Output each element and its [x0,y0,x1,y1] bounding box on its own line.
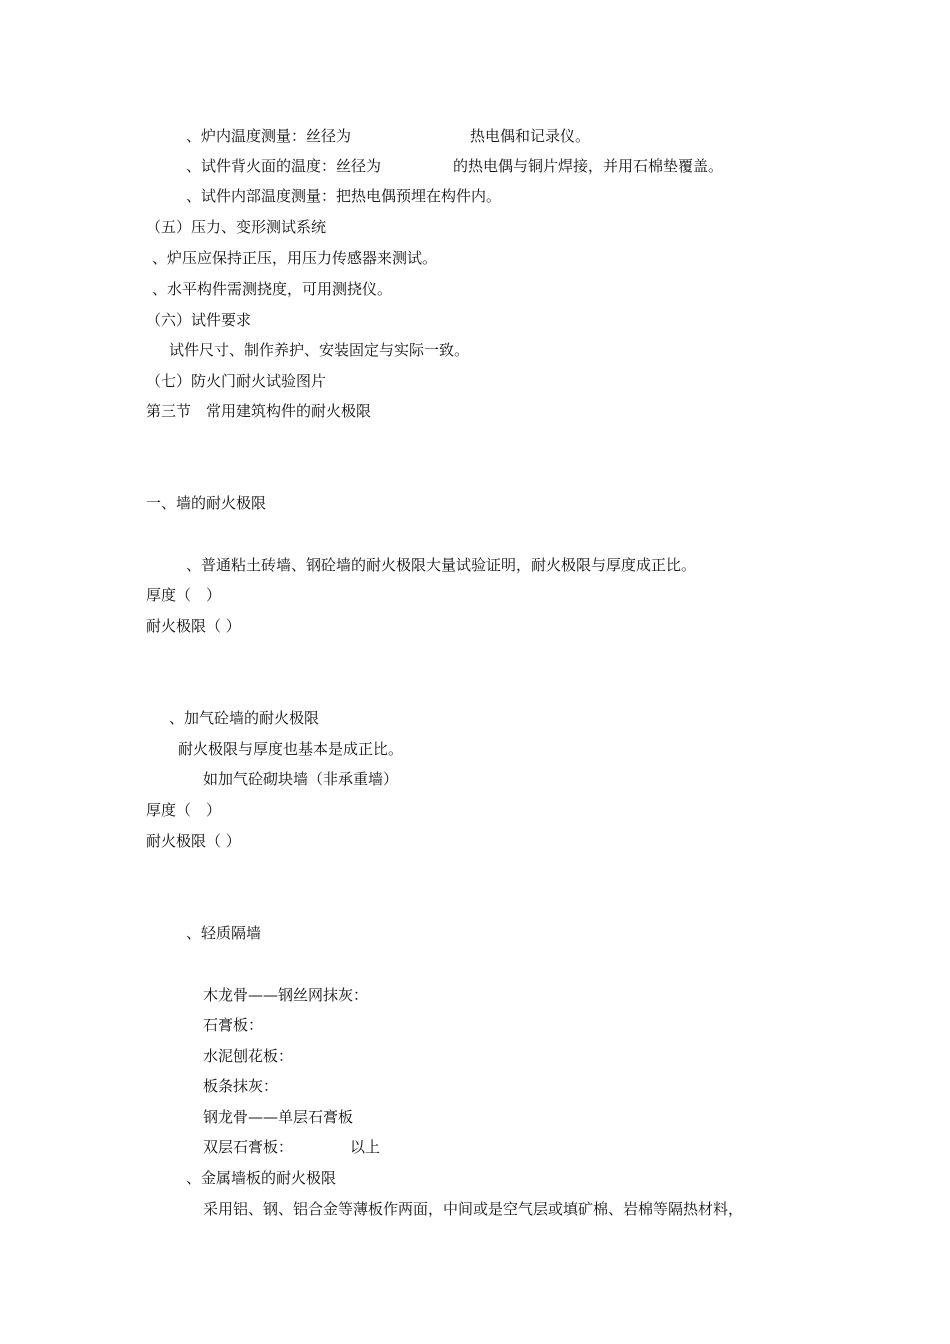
text-line: 热电偶和记录仪。 [470,127,591,145]
text-line: 耐火极限（ ） [146,832,241,850]
text-line: 、炉内温度测量：丝径为 [186,127,352,145]
text-line: 耐火极限与厚度也基本是成正比。 [178,740,404,758]
text-line: 石膏板： [203,1016,264,1034]
text-line: 采用铝、钢、铝合金等薄板作两面，中间或是空气层或填矿棉、岩棉等隔热材料， [203,1200,744,1218]
text-line: 如加气砼砌块墙（非承重墙） [203,770,399,788]
text-line: 板条抹灰： [203,1077,279,1095]
section-heading: （七）防火门耐火试验图片 [146,372,327,390]
text-line: 厚度（ ） [146,801,222,819]
text-line: 木龙骨——钢丝网抹灰： [203,986,369,1004]
text-line: 、炉压应保持正压，用压力传感器来测试。 [152,249,438,267]
text-line: 的热电偶与铜片焊接，并用石棉垫覆盖。 [453,157,724,175]
text-line: 钢龙骨——单层石膏板 [203,1108,354,1126]
section-heading: （五）压力、变形测试系统 [146,218,327,236]
text-line: 试件尺寸、制作养护、安装固定与实际一致。 [169,341,470,359]
section-heading: 一、墙的耐火极限 [146,494,267,512]
text-line: 、金属墙板的耐火极限 [186,1169,337,1187]
text-line: 、普通粘土砖墙、钢砼墙的耐火极限大量试验证明，耐火极限与厚度成正比。 [186,556,697,574]
section-heading: （六）试件要求 [146,311,252,329]
text-line: 、试件内部温度测量：把热电偶预埋在构件内。 [186,187,502,205]
text-line: 双层石膏板： [203,1138,294,1156]
text-line: 、轻质隔墙 [186,924,262,942]
text-line: 厚度（ ） [146,586,222,604]
text-line: 、加气砼墙的耐火极限 [169,709,320,727]
text-line: 、试件背火面的温度：丝径为 [186,157,382,175]
chapter-heading: 第三节 常用建筑构件的耐火极限 [146,402,372,420]
text-line: 水泥刨花板： [203,1047,294,1065]
text-line: 耐火极限（ ） [146,617,241,635]
text-line: 、水平构件需测挠度，可用测挠仪。 [152,280,393,298]
text-line: 以上 [350,1138,381,1156]
